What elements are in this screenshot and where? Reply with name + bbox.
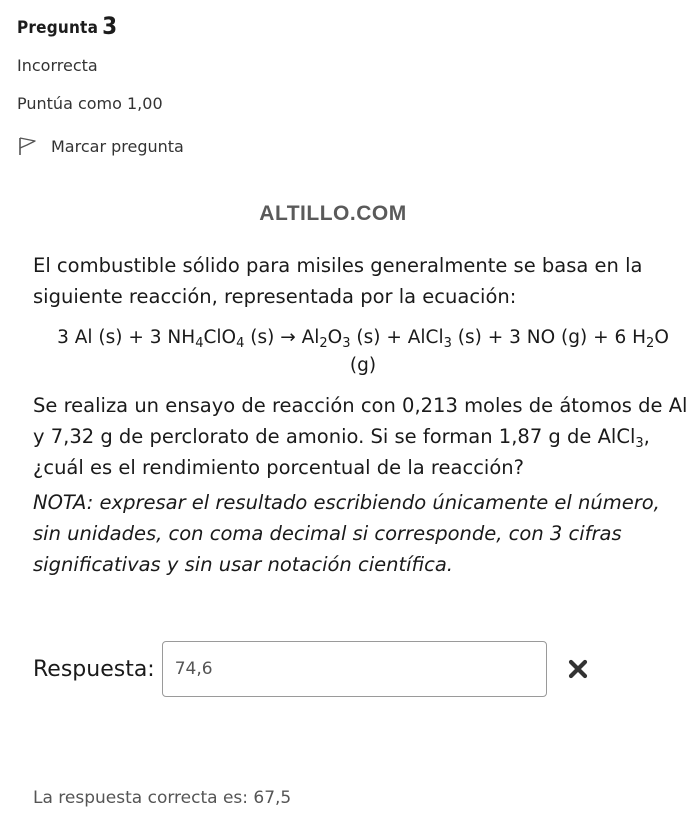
reaction-equation: 3 Al (s) + 3 $NH_4ClO_4$ $(s) \to Al_2O_3$ (s) + AlCl$_3$ (s) + 3 NO (g) + 6 $H_2O$ (g) (57, 327, 669, 376)
question-title (17, 10, 317, 42)
question-note: NOTA: expresar el resultado escribiendo únicamente el número, sin unidades, con coma decimal si corresponde, con 3 cifras significativas y sin usar notación científica. (33, 491, 660, 576)
flag-question-label: Marcar pregunta (51, 136, 184, 156)
watermark: ALTILLO.COM (259, 202, 407, 225)
question-body: Se realiza un ensayo de reacción con 0,213 moles de átomos de Al y 7,32 g de perclorato de amonio. Si se forman 1,87 g de AlCl$_3$, ¿cuál es el rendimiento porcentual de la reacción? (33, 394, 688, 479)
answer-label: Respuesta: (33, 656, 155, 682)
cross-icon (567, 658, 589, 680)
correct-answer-feedback: La respuesta correcta es: 67,5 (33, 788, 292, 808)
flag-question-button[interactable] (17, 136, 317, 156)
question-number: 3 (102, 12, 118, 40)
question-text (33, 250, 693, 580)
answer-row (33, 641, 589, 697)
question-grade: Puntúa como 1,00 (17, 94, 163, 113)
answer-input[interactable] (162, 641, 547, 697)
question-intro: El combustible sólido para misiles generalmente se basa en la siguiente reacción, representada por la ecuación: (33, 254, 643, 308)
question-title-word: Pregunta (17, 18, 99, 38)
flag-icon (17, 136, 37, 156)
question-state: Incorrecta (17, 56, 98, 75)
question-info (17, 10, 317, 156)
